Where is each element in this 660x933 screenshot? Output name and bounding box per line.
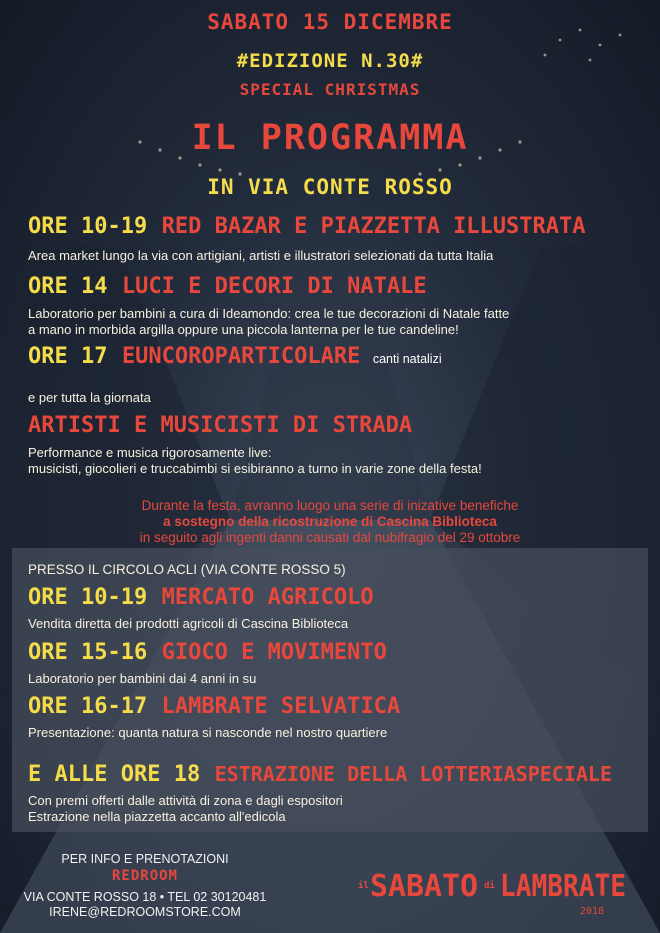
lottery-event: ESTRAZIONE DELLA LOTTERIASPECIALE: [214, 762, 612, 786]
description-line: Laboratorio per bambini a cura di Ideamondo: crea le tue decorazioni di Natale fatte: [28, 306, 510, 321]
acli-item-3: [28, 694, 400, 719]
acli-description-2: Laboratorio per bambini dai 4 anni in su: [28, 671, 257, 686]
logo-di: di: [484, 881, 495, 891]
program-item-1: [28, 214, 586, 239]
acli-hour: ORE 10-19: [28, 585, 148, 610]
acli-event: GIOCO E MOVIMENTO: [161, 640, 387, 665]
all-day-intro: e per tutta la giornata: [28, 390, 151, 405]
description-line: a mano in morbida argilla oppure una piccola lanterna per le tue candeline!: [28, 322, 459, 337]
acli-hour: ORE 16-17: [28, 694, 148, 719]
event-date: SABATO 15 DICEMBRE: [207, 10, 453, 34]
description-line: Performance e musica rigorosamente live:: [28, 445, 272, 460]
acli-hour: ORE 15-16: [28, 640, 148, 665]
description-line: Estrazione nella piazzetta accanto all'edicola: [28, 809, 286, 824]
description-line: Con premi offerti dalle attività di zona e dagli espositori: [28, 793, 343, 808]
lottery-item: [28, 762, 612, 787]
acli-event: MERCATO AGRICOLO: [161, 585, 374, 610]
footer-address: VIA CONTE ROSSO 18 • TEL 02 30120481: [23, 890, 267, 904]
description-line: musicisti, giocolieri e truccabimbi si esibiranno a turno in varie zone della festa!: [28, 461, 482, 476]
charity-line-3: in seguito agli ingenti danni causati dal nubifragio del 29 ottobre: [139, 530, 521, 545]
program-hour: ORE 10-19: [28, 214, 148, 239]
acli-description-3: Presentazione: quanta natura si nasconde nel nostro quartiere: [28, 725, 388, 740]
program-description-1: [28, 248, 493, 264]
charity-line-1: Durante la festa, avranno luogo una serie di inizative benefiche: [141, 498, 519, 513]
acli-item-1: [28, 585, 374, 610]
charity-line-2: a sostegno della ricostruzione di Cascina Biblioteca: [163, 514, 497, 529]
program-item-2: [28, 274, 427, 299]
lottery-description: [28, 793, 343, 825]
footer-email[interactable]: IRENE@REDROOMSTORE.COM: [49, 905, 241, 919]
all-day-title: ARTISTI E MUSICISTI DI STRADA: [28, 413, 413, 438]
program-item-3: [28, 344, 442, 369]
logo-lambrate: LAMBRATE: [500, 869, 626, 904]
program-event: EUNCOROPARTICOLARE: [121, 344, 361, 369]
page-subtitle: IN VIA CONTE ROSSO: [207, 175, 453, 199]
acli-event: LAMBRATE SELVATICA: [161, 694, 401, 719]
program-event: LUCI E DECORI DI NATALE: [121, 274, 427, 299]
logo-year: 2018: [580, 906, 605, 917]
page-title: IL PROGRAMMA: [191, 118, 469, 158]
all-day-description: [28, 445, 482, 477]
lottery-hour: E ALLE ORE 18: [28, 762, 201, 787]
acli-heading: PRESSO IL CIRCOLO ACLI (VIA CONTE ROSSO 5): [28, 562, 346, 577]
program-hour: ORE 17: [28, 344, 108, 369]
logo-il: il: [358, 881, 369, 891]
program-event: RED BAZAR E PIAZZETTA ILLUSTRATA: [161, 214, 586, 239]
acli-item-2: [28, 640, 387, 665]
description-line: Area market lungo la via con artigiani, artisti e illustratori selezionati da tutta Italia: [28, 248, 494, 263]
footer-info-label: PER INFO E PRENOTAZIONI: [61, 852, 229, 866]
logo-sabato: SABATO: [370, 869, 478, 904]
footer-brand: REDROOM: [111, 868, 178, 884]
special-christmas-label: SPECIAL CHRISTMAS: [239, 80, 421, 99]
program-hour: ORE 14: [28, 274, 108, 299]
program-note: canti natalizi: [372, 352, 442, 366]
all-day-title-row: [28, 413, 412, 438]
program-description-2: [28, 306, 509, 338]
acli-description-1: Vendita diretta dei prodotti agricoli di Cascina Biblioteca: [28, 616, 349, 631]
sabato-di-lambrate-logo: [352, 848, 632, 928]
edition-number: #EDIZIONE N.30#: [236, 50, 424, 72]
